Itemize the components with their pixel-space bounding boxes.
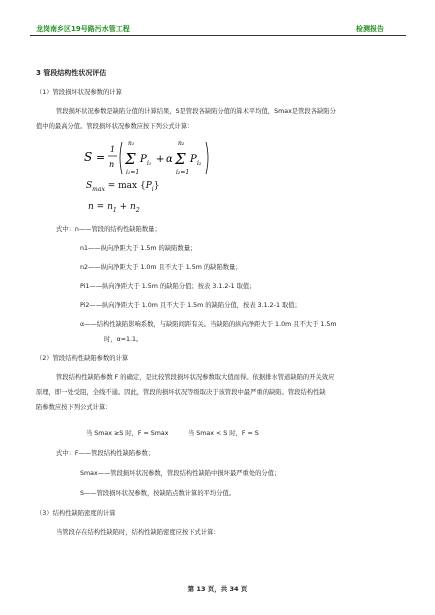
subsection-2-title: （2）管段结构性缺陷参数的计算 <box>36 355 129 362</box>
def-alpha-line-2: 时，α=1.1。 <box>104 336 143 343</box>
where-f: 式中：F——管段结构性缺陷参数； <box>56 450 155 457</box>
paragraph-1-line-2: 值中的最高分值。管段损坏状况参数应按下列公式计算： <box>36 123 194 130</box>
page-number: 第 13 页，共 34 页 <box>187 585 248 593</box>
formula-s-graphic <box>84 136 244 180</box>
svg-text:1: 1 <box>110 145 116 154</box>
svg-text:i₁=1: i₁=1 <box>126 169 140 176</box>
formula-n-visual: $n = n_1 + n_2$ <box>88 202 140 214</box>
svg-text:P: P <box>140 154 147 165</box>
paragraph-2-line-1: 管段结构性缺陷参数 F 的确定，是比较管段损坏状况参数取大值而得。依据排水管道缺陷的开关效应 <box>56 374 335 381</box>
subsection-1-title: （1）管段损坏状况参数的计算 <box>36 89 122 96</box>
where-n: 式中：n——管段的结构性缺陷数量； <box>56 226 161 233</box>
paragraph-2-line-2: 原理，即一处受阻，全线不通。因此，管段的损坏状况等级取决于该管段中最严重的缺陷。管段结构性缺 <box>36 389 326 396</box>
svg-text:i₁: i₁ <box>147 160 152 167</box>
formula-n <box>88 202 140 214</box>
def-smax: Smax——管段损坏状况参数，管段结构性缺陷中损坏最严重处的分值； <box>80 470 281 477</box>
paragraph-1-line-1: 管段损坏状况参数是缺陷分值的计算结果，S是管段各缺陷分值的算术平均值，Smax是管段各缺陷分 <box>56 108 336 115</box>
svg-text:S: S <box>84 150 93 164</box>
paragraph-3: 当管段存在结构性缺陷时，结构性缺陷密度应按下式计算： <box>56 529 220 536</box>
svg-text:n₂: n₂ <box>178 140 185 147</box>
svg-text:=: = <box>96 151 106 164</box>
def-n2: n2——纵向净距大于 1.0m 且不大于 1.5m 的缺陷数量； <box>80 264 242 271</box>
svg-text:α: α <box>166 154 173 165</box>
svg-text:+: + <box>156 154 165 165</box>
rule-smax-lt-s: 当 Smax < S 时，F = S <box>188 430 259 437</box>
svg-text:i₂: i₂ <box>197 160 202 167</box>
def-n1: n1——纵向净距大于 1.5m 的缺陷数量； <box>80 245 197 252</box>
formula-smax-visual: $S_{max} = \max \{P_i\}$ <box>86 181 160 193</box>
svg-text:Σ: Σ <box>175 150 186 168</box>
svg-text:i₂=1: i₂=1 <box>176 169 190 176</box>
def-s: S——管段损坏状况参数，按缺陷点数计算的平均分值。 <box>80 490 236 497</box>
svg-text:n₁: n₁ <box>128 140 135 147</box>
def-alpha-line-1: α——结构性缺陷影响系数，与缺陷间距有关。当缺陷的纵向净距大于 1.0m 且不大于 1.5m <box>80 321 337 328</box>
svg-text:P: P <box>190 154 197 165</box>
def-pi1: Pi1——纵向净距大于 1.5m 的缺陷分值；按表 3.1.2-1 取值； <box>80 283 256 290</box>
rule-smax-ge-s: 当 Smax ≥S 时，F = Smax <box>86 430 169 437</box>
paragraph-2-line-3: 陷参数应按下列公式计算： <box>36 404 112 411</box>
svg-text:Σ: Σ <box>125 150 136 168</box>
formula-s-average <box>84 136 244 180</box>
header-project-name: 龙岗南乡区19号路污水管工程 <box>36 25 130 33</box>
formula-smax <box>86 181 159 193</box>
section-title: 3 管段结构性状况评估 <box>36 69 107 77</box>
subsection-3-title: （3）结构性缺陷密度的计算 <box>36 510 116 517</box>
def-pi2: Pi2——纵向净距大于 1.0m 且不大于 1.5m 的缺陷分值，按表 3.1.2-1 取值； <box>80 302 301 309</box>
svg-text:n: n <box>109 160 115 169</box>
header-report-label: 检测报告 <box>356 25 384 33</box>
header-divider <box>30 35 406 36</box>
